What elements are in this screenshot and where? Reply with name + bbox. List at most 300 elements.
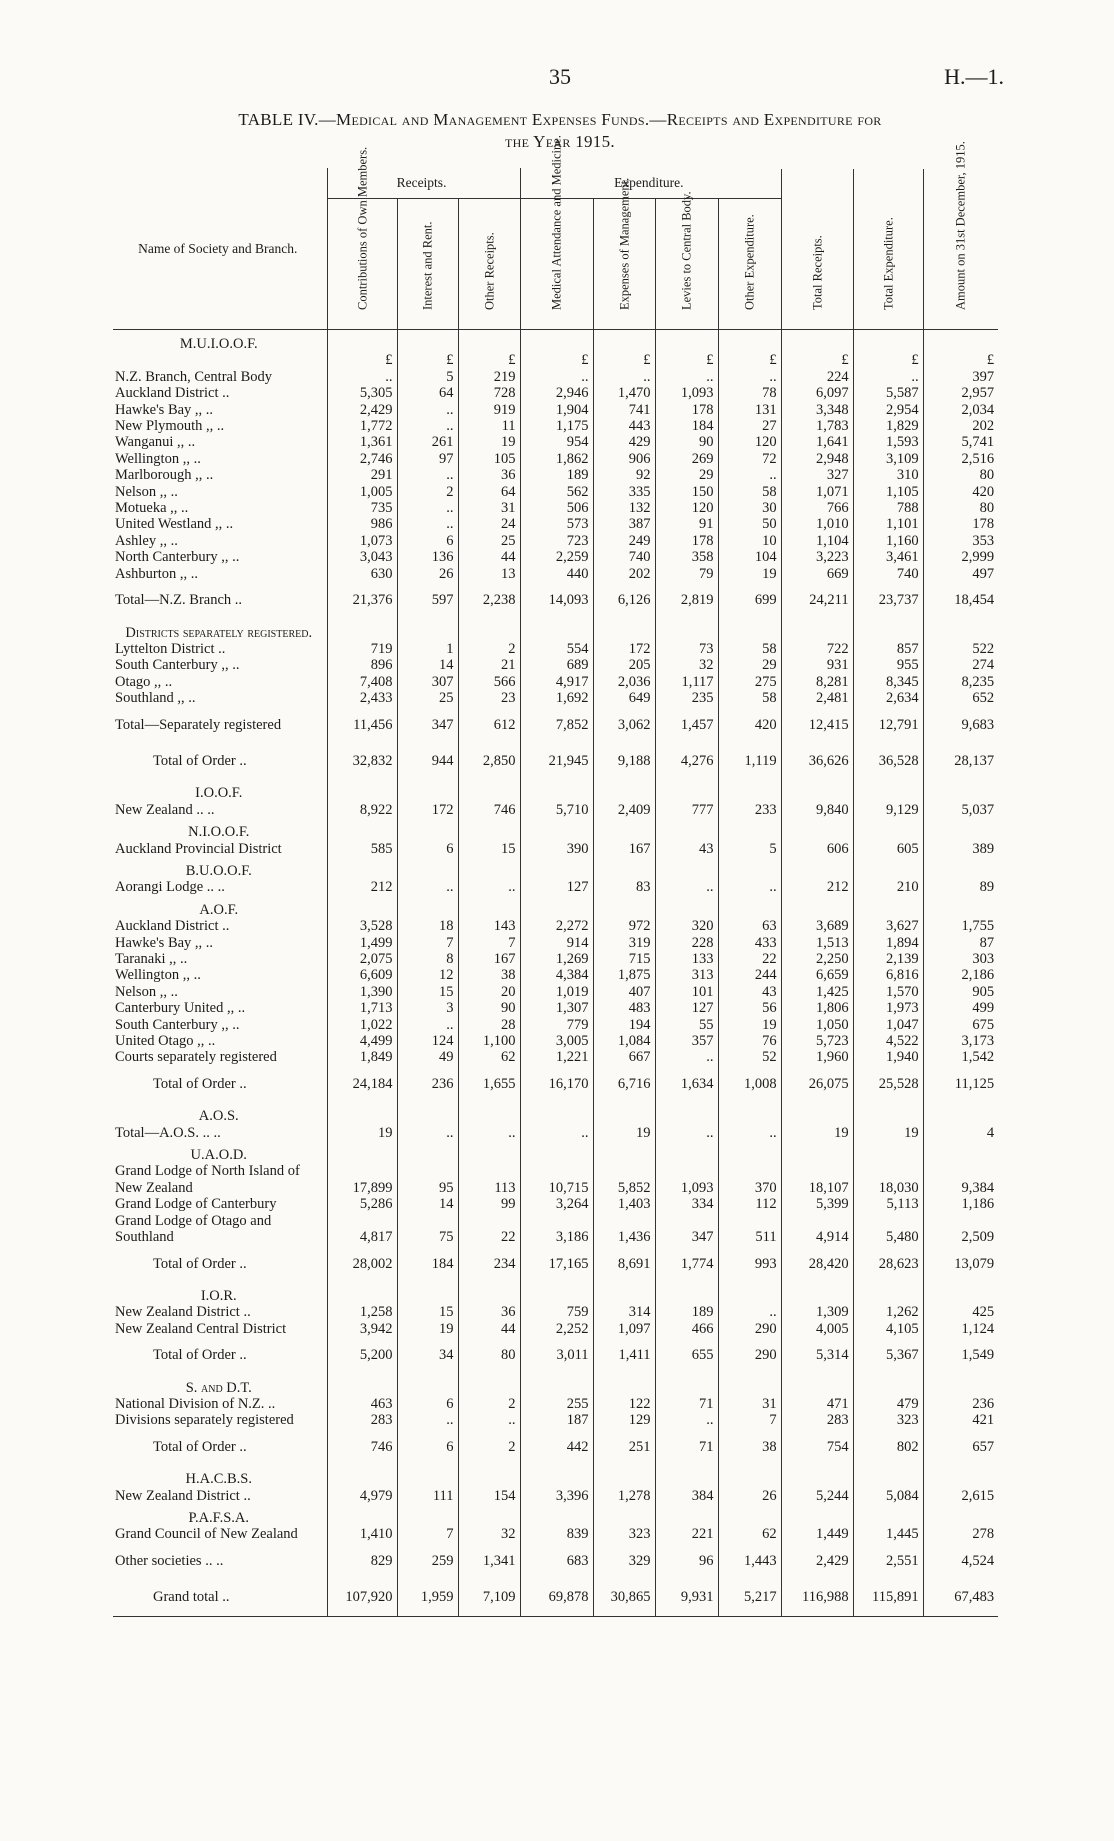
value-cell: 58 <box>718 641 781 657</box>
value-cell: 9,129 <box>853 802 923 818</box>
value-cell: 36,528 <box>853 743 923 779</box>
value-cell: 699 <box>718 582 781 618</box>
value-cell: .. <box>718 1304 781 1320</box>
row-name: Total of Order .. <box>153 1075 247 1092</box>
table-row <box>113 1526 998 1542</box>
table-cell <box>327 818 397 840</box>
table-cell <box>853 1141 923 1163</box>
table-cell <box>923 1102 998 1124</box>
value-cell: 221 <box>655 1526 718 1542</box>
value-cell: 1,100 <box>458 1033 520 1049</box>
value-cell: 32 <box>655 657 718 673</box>
table-cell <box>397 1102 458 1124</box>
section-heading-row <box>113 1504 998 1526</box>
value-cell: 29 <box>718 657 781 673</box>
value-cell: 111 <box>397 1488 458 1504</box>
value-cell: 6,659 <box>781 967 853 983</box>
value-cell: 19 <box>397 1321 458 1337</box>
value-cell: 1,849 <box>327 1049 397 1065</box>
value-cell: 972 <box>593 918 655 934</box>
section-heading: B.U.O.O.F. <box>185 862 252 879</box>
value-cell: 573 <box>520 516 593 532</box>
value-cell: 1,634 <box>655 1066 718 1102</box>
section-heading: A.O.F. <box>199 901 239 918</box>
value-cell: 194 <box>593 1017 655 1033</box>
value-cell: 9,188 <box>593 743 655 779</box>
total-row <box>113 1543 998 1579</box>
total-receipts-label: Total Receipts. <box>810 235 825 310</box>
value-cell: 189 <box>655 1304 718 1320</box>
value-cell: 14 <box>397 657 458 673</box>
value-cell: 1,269 <box>520 951 593 967</box>
document-reference: H.—1. <box>944 64 1004 89</box>
value-cell: 71 <box>655 1429 718 1465</box>
value-cell: 7 <box>458 935 520 951</box>
value-cell: 1,513 <box>781 935 853 951</box>
section-heading: U.A.O.D. <box>190 1147 247 1164</box>
table-cell <box>923 330 998 353</box>
value-cell: .. <box>655 369 718 385</box>
value-cell: 58 <box>718 484 781 500</box>
value-cell: 7 <box>397 1526 458 1542</box>
value-cell: .. <box>397 516 458 532</box>
section-heading-row <box>113 330 998 353</box>
value-cell: 124 <box>397 1033 458 1049</box>
value-cell: .. <box>853 369 923 385</box>
value-cell: 11,125 <box>923 1066 998 1102</box>
value-cell: 18,107 <box>781 1163 853 1196</box>
table-cell <box>593 1102 655 1124</box>
value-cell: 719 <box>327 641 397 657</box>
value-cell: 120 <box>718 434 781 450</box>
section-heading: N.I.O.O.F. <box>188 824 250 841</box>
table-cell <box>781 896 853 918</box>
row-name: New Zealand .. .. <box>115 801 215 818</box>
table-cell <box>397 1465 458 1487</box>
table-row <box>113 802 998 818</box>
value-cell: 1,341 <box>458 1543 520 1579</box>
row-name: Grand Lodge of North Island of New Zealand <box>115 1163 300 1196</box>
table-cell <box>458 896 520 918</box>
table-cell <box>853 1465 923 1487</box>
table-cell <box>718 818 781 840</box>
value-cell: 2,819 <box>655 582 718 618</box>
value-cell: 1,641 <box>781 434 853 450</box>
table-row <box>113 1033 998 1049</box>
value-cell: 802 <box>853 1429 923 1465</box>
value-cell: 96 <box>655 1543 718 1579</box>
value-cell: 511 <box>718 1213 781 1246</box>
total-receipts-header <box>781 168 853 330</box>
value-cell: 554 <box>520 641 593 657</box>
value-cell: 19 <box>593 1125 655 1141</box>
value-cell: 1,403 <box>593 1196 655 1212</box>
currency-unit: £ <box>781 352 853 368</box>
table-cell <box>458 818 520 840</box>
section-heading: H.A.C.B.S. <box>185 1471 252 1488</box>
value-cell: 759 <box>520 1304 593 1320</box>
value-cell: 649 <box>593 690 655 706</box>
value-cell: .. <box>718 369 781 385</box>
value-cell: 14,093 <box>520 582 593 618</box>
row-name: Grand total .. <box>113 1579 327 1616</box>
table-cell <box>520 619 593 641</box>
value-cell: 3,043 <box>327 549 397 565</box>
row-name: Grand Lodge of Otago and Southland <box>115 1212 272 1246</box>
value-cell: 133 <box>655 951 718 967</box>
total-row <box>113 1066 998 1102</box>
value-cell: 1,186 <box>923 1196 998 1212</box>
value-cell: 303 <box>923 951 998 967</box>
value-cell: 36 <box>458 1304 520 1320</box>
table-title-line-2: the Year 1915. <box>505 132 615 151</box>
value-cell: 1,093 <box>655 385 718 401</box>
value-cell: 99 <box>458 1196 520 1212</box>
value-cell: 1,101 <box>853 516 923 532</box>
value-cell: 172 <box>397 802 458 818</box>
value-cell: .. <box>520 369 593 385</box>
value-cell: 307 <box>397 674 458 690</box>
expenditure-group-header: Expenditure. <box>520 168 781 199</box>
value-cell: 184 <box>655 418 718 434</box>
value-cell: 5,367 <box>853 1337 923 1373</box>
value-cell: 219 <box>458 369 520 385</box>
table-cell <box>923 1465 998 1487</box>
value-cell: 113 <box>458 1163 520 1196</box>
value-cell: 12 <box>397 967 458 983</box>
value-cell: 7 <box>397 935 458 951</box>
table-cell <box>458 1465 520 1487</box>
value-cell: 1,959 <box>397 1579 458 1616</box>
value-cell: 334 <box>655 1196 718 1212</box>
table-cell <box>853 619 923 641</box>
value-cell: 89 <box>923 879 998 895</box>
section-heading-row <box>113 1102 998 1124</box>
value-cell: 1,117 <box>655 674 718 690</box>
value-cell: 212 <box>781 879 853 895</box>
value-cell: 314 <box>593 1304 655 1320</box>
value-cell: 1,010 <box>781 516 853 532</box>
row-name: Marlborough ,, .. <box>115 467 214 484</box>
value-cell: 25 <box>458 533 520 549</box>
section-heading: M.U.I.O.O.F. <box>179 336 258 352</box>
table-cell <box>781 1374 853 1396</box>
value-cell: 1,894 <box>853 935 923 951</box>
management-expenses-label: Expenses of Management. <box>617 177 632 310</box>
table-cell <box>923 896 998 918</box>
table-cell <box>327 1282 397 1304</box>
value-cell: 479 <box>853 1396 923 1412</box>
row-name: Total of Order .. <box>153 752 247 769</box>
value-cell: 290 <box>718 1337 781 1373</box>
value-cell: 202 <box>923 418 998 434</box>
table-row <box>113 434 998 450</box>
row-name: Otago ,, .. <box>115 673 173 690</box>
table-row <box>113 418 998 434</box>
value-cell: 23,737 <box>853 582 923 618</box>
value-cell: 3,109 <box>853 451 923 467</box>
table-cell <box>397 619 458 641</box>
value-cell: 1,862 <box>520 451 593 467</box>
value-cell: 120 <box>655 500 718 516</box>
name-column-label: Name of Society and Branch. <box>138 241 298 256</box>
value-cell: 28,420 <box>781 1246 853 1282</box>
value-cell: 8,691 <box>593 1246 655 1282</box>
value-cell: 91 <box>655 516 718 532</box>
value-cell: 4,979 <box>327 1488 397 1504</box>
table-row <box>113 533 998 549</box>
table-cell <box>655 1282 718 1304</box>
value-cell: 56 <box>718 1000 781 1016</box>
value-cell: 7,852 <box>520 707 593 743</box>
value-cell: 1,829 <box>853 418 923 434</box>
value-cell: 657 <box>923 1429 998 1465</box>
page-number: 35 <box>549 64 571 89</box>
value-cell: 67,483 <box>923 1579 998 1616</box>
table-cell <box>397 1504 458 1526</box>
value-cell: 3,223 <box>781 549 853 565</box>
value-cell: 274 <box>923 657 998 673</box>
row-name: Wellington ,, .. <box>115 450 201 467</box>
value-cell: 28 <box>458 1017 520 1033</box>
value-cell: 7,109 <box>458 1579 520 1616</box>
table-cell <box>655 1465 718 1487</box>
row-name: South Canterbury ,, .. <box>115 657 240 674</box>
value-cell: .. <box>718 1125 781 1141</box>
value-cell: 1,411 <box>593 1337 655 1373</box>
table-row <box>113 500 998 516</box>
value-cell: .. <box>397 418 458 434</box>
value-cell: 233 <box>718 802 781 818</box>
value-cell: 358 <box>655 549 718 565</box>
value-cell: 1,050 <box>781 1017 853 1033</box>
value-cell: .. <box>655 879 718 895</box>
value-cell: 606 <box>781 841 853 857</box>
table-cell <box>853 1282 923 1304</box>
value-cell: 4,384 <box>520 967 593 983</box>
value-cell: 2,272 <box>520 918 593 934</box>
value-cell: 115,891 <box>853 1579 923 1616</box>
value-cell: 954 <box>520 434 593 450</box>
value-cell: 387 <box>593 516 655 532</box>
value-cell: 735 <box>327 500 397 516</box>
value-cell: 23 <box>458 690 520 706</box>
row-name: South Canterbury ,, .. <box>115 1016 240 1033</box>
value-cell: 116,988 <box>781 1579 853 1616</box>
value-cell: 5,084 <box>853 1488 923 1504</box>
row-name: United Westland ,, .. <box>115 516 234 533</box>
value-cell: 6,609 <box>327 967 397 983</box>
value-cell: 19 <box>781 1125 853 1141</box>
value-cell: 4,817 <box>327 1213 397 1246</box>
value-cell: 290 <box>718 1321 781 1337</box>
row-name: United Otago ,, .. <box>115 1033 216 1050</box>
value-cell: 2,615 <box>923 1488 998 1504</box>
value-cell: 19 <box>853 1125 923 1141</box>
value-cell: 24 <box>458 516 520 532</box>
value-cell: 259 <box>397 1543 458 1579</box>
value-cell: 499 <box>923 1000 998 1016</box>
table-cell <box>520 1141 593 1163</box>
table-cell <box>458 1141 520 1163</box>
section-heading-row <box>113 818 998 840</box>
value-cell: 2,850 <box>458 743 520 779</box>
value-cell: 18,454 <box>923 582 998 618</box>
value-cell: 5,723 <box>781 1033 853 1049</box>
value-cell: 71 <box>655 1396 718 1412</box>
value-cell: 1,436 <box>593 1213 655 1246</box>
table-cell <box>327 330 397 353</box>
currency-units-row <box>113 352 998 368</box>
value-cell: 1,124 <box>923 1321 998 1337</box>
value-cell: 425 <box>923 1304 998 1320</box>
value-cell: 2,429 <box>781 1543 853 1579</box>
section-heading: I.O.R. <box>200 1287 237 1304</box>
table-row <box>113 1196 998 1212</box>
table-cell <box>655 330 718 353</box>
table-row <box>113 1304 998 1320</box>
value-cell: 1,160 <box>853 533 923 549</box>
table-cell <box>327 1374 397 1396</box>
table-row <box>113 451 998 467</box>
value-cell: 6 <box>397 1429 458 1465</box>
row-name: Auckland District .. <box>115 385 230 402</box>
value-cell: 63 <box>718 918 781 934</box>
table-row <box>113 641 998 657</box>
table-cell <box>397 779 458 801</box>
row-name: Auckland Provincial District <box>115 840 282 857</box>
row-name: Wanganui ,, .. <box>115 434 196 451</box>
row-name: Hawke's Bay ,, .. <box>115 934 214 951</box>
value-cell: 2,746 <box>327 451 397 467</box>
value-cell: 283 <box>781 1412 853 1428</box>
value-cell: 2,948 <box>781 451 853 467</box>
value-cell: 49 <box>397 1049 458 1065</box>
value-cell: 4,499 <box>327 1033 397 1049</box>
currency-unit: £ <box>397 352 458 368</box>
table-cell <box>853 330 923 353</box>
value-cell: 5,286 <box>327 1196 397 1212</box>
row-name: Total of Order .. <box>153 1438 247 1455</box>
value-cell: 251 <box>593 1429 655 1465</box>
section-heading: P.A.F.S.A. <box>188 1509 249 1526</box>
value-cell: 83 <box>593 879 655 895</box>
value-cell: 1,262 <box>853 1304 923 1320</box>
value-cell: 210 <box>853 879 923 895</box>
total-row <box>113 1246 998 1282</box>
value-cell: 1,940 <box>853 1049 923 1065</box>
table-cell <box>655 1102 718 1124</box>
value-cell: 463 <box>327 1396 397 1412</box>
table-row <box>113 918 998 934</box>
value-cell: 178 <box>655 533 718 549</box>
value-cell: 95 <box>397 1163 458 1196</box>
table-row <box>113 1125 998 1141</box>
value-cell: 122 <box>593 1396 655 1412</box>
other-expenditure-header <box>718 199 781 330</box>
value-cell: 5,710 <box>520 802 593 818</box>
value-cell: 24,211 <box>781 582 853 618</box>
value-cell: 19 <box>718 1017 781 1033</box>
table-cell <box>458 619 520 641</box>
table-row <box>113 516 998 532</box>
table-cell <box>781 779 853 801</box>
value-cell: 320 <box>655 918 718 934</box>
value-cell: 389 <box>923 841 998 857</box>
currency-unit: £ <box>853 352 923 368</box>
value-cell: 8,345 <box>853 674 923 690</box>
table-cell <box>853 1374 923 1396</box>
table-cell <box>593 1504 655 1526</box>
value-cell: .. <box>397 1017 458 1033</box>
value-cell: 777 <box>655 802 718 818</box>
table-cell <box>397 857 458 879</box>
value-cell: 384 <box>655 1488 718 1504</box>
value-cell: 9,384 <box>923 1163 998 1196</box>
table-cell <box>520 857 593 879</box>
table-cell <box>655 1374 718 1396</box>
value-cell: 2,433 <box>327 690 397 706</box>
value-cell: 38 <box>718 1429 781 1465</box>
table-cell <box>327 857 397 879</box>
value-cell: 323 <box>593 1526 655 1542</box>
value-cell: 50 <box>718 516 781 532</box>
value-cell: 5,741 <box>923 434 998 450</box>
value-cell: 30,865 <box>593 1579 655 1616</box>
table-row <box>113 549 998 565</box>
row-name: Taranaki ,, .. <box>115 951 188 967</box>
value-cell: 319 <box>593 935 655 951</box>
section-heading-row <box>113 779 998 801</box>
table-cell <box>327 619 397 641</box>
value-cell: 143 <box>458 918 520 934</box>
value-cell: 189 <box>520 467 593 483</box>
row-name: Divisions separately registered <box>115 1412 294 1429</box>
value-cell: 2,036 <box>593 674 655 690</box>
value-cell: 466 <box>655 1321 718 1337</box>
row-name: Southland ,, .. <box>115 690 196 707</box>
value-cell: 370 <box>718 1163 781 1196</box>
value-cell: 1,806 <box>781 1000 853 1016</box>
value-cell: 310 <box>853 467 923 483</box>
value-cell: 261 <box>397 434 458 450</box>
value-cell: 5,113 <box>853 1196 923 1212</box>
table-cell <box>327 1102 397 1124</box>
table-cell <box>781 1504 853 1526</box>
value-cell: 407 <box>593 984 655 1000</box>
value-cell: 1,904 <box>520 402 593 418</box>
value-cell: 2,139 <box>853 951 923 967</box>
value-cell: 2,075 <box>327 951 397 967</box>
section-heading-row <box>113 619 998 641</box>
value-cell: 202 <box>593 566 655 582</box>
value-cell: 31 <box>718 1396 781 1412</box>
value-cell: 4,917 <box>520 674 593 690</box>
value-cell: 443 <box>593 418 655 434</box>
value-cell: 76 <box>718 1033 781 1049</box>
value-cell: 2,481 <box>781 690 853 706</box>
value-cell: 669 <box>781 566 853 582</box>
interest-rent-header <box>397 199 458 330</box>
value-cell: 683 <box>520 1543 593 1579</box>
table-cell <box>718 330 781 353</box>
value-cell: 420 <box>923 484 998 500</box>
table-cell <box>520 1282 593 1304</box>
value-cell: 4,005 <box>781 1321 853 1337</box>
value-cell: 178 <box>655 402 718 418</box>
value-cell: .. <box>397 879 458 895</box>
value-cell: .. <box>593 369 655 385</box>
